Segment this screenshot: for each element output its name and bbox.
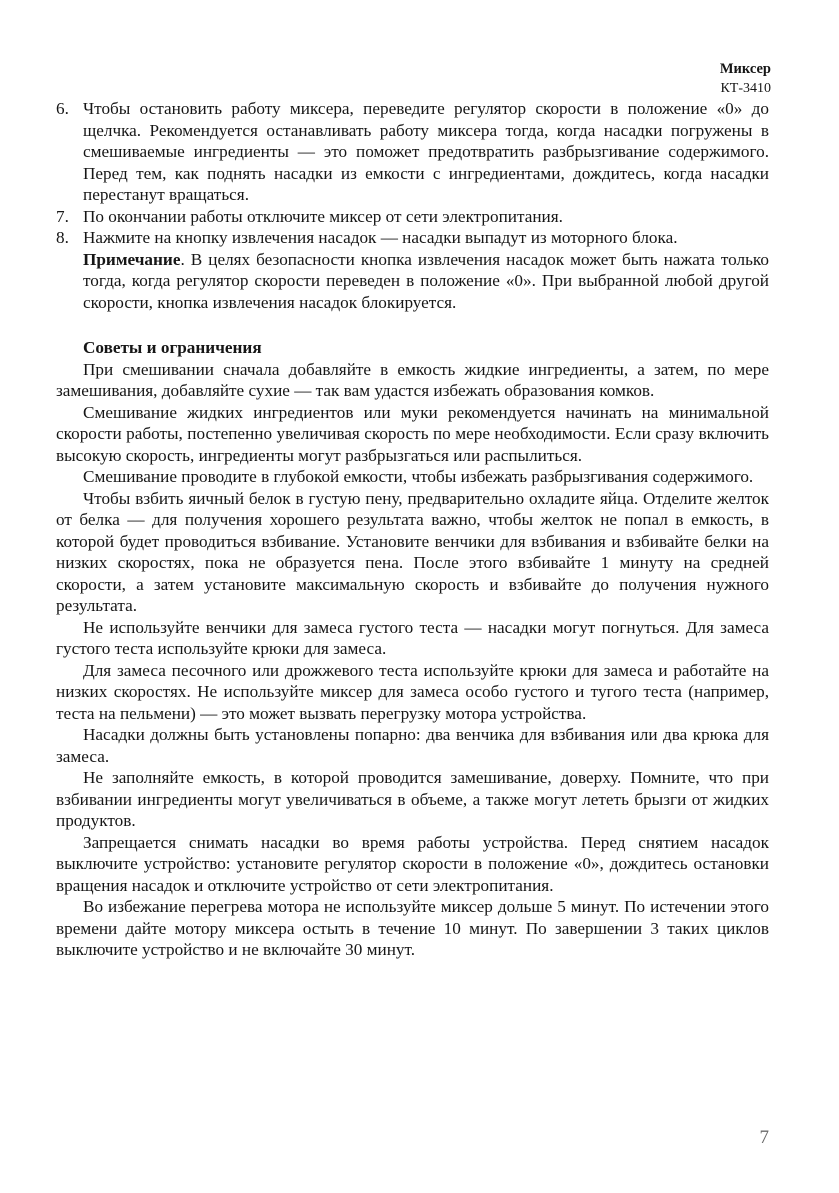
tip-paragraph: При смешивании сначала добавляйте в емкость жидкие ингредиенты, а затем, по мере замешивания, добавляйте сухие — так вам удастся избежать образования комков. xyxy=(56,359,769,400)
note-label: Примечание xyxy=(83,249,181,269)
product-model: КТ-3410 xyxy=(720,81,771,96)
tip-paragraph: Чтобы взбить яичный белок в густую пену, предварительно охладите яйца. Отделите желток от белка — для получения хорошего результата важно, чтобы желток не попал в емкость, в которой будет проводиться взбивание. Установите венчики для взбивания и взбивайте белки на низких скоростях, пока не образуется пена. После этого взбивайте 1 минуту на средней скорости, а затем установите максимальную скорость и взбивайте до получения нужного результата. xyxy=(56,488,769,615)
note-text: . В целях безопасности кнопка извлечения насадок может быть нажата только тогда, когда регулятор скорости переведен в положение «0». При выбранной любой другой скорости, кнопка извлечения насадок блокируется. xyxy=(83,249,769,312)
step-item xyxy=(56,98,769,206)
step-text: Нажмите на кнопку извлечения насадок — насадки выпадут из моторного блока. xyxy=(83,228,678,247)
step-number: 7. xyxy=(56,206,69,226)
section-title: Советы и ограничения xyxy=(83,338,262,357)
step-item xyxy=(56,227,769,249)
note-paragraph xyxy=(56,249,769,314)
tip-paragraph: Насадки должны быть установлены попарно: два венчика для взбивания или два крюка для замеса. xyxy=(56,725,769,766)
step-number: 8. xyxy=(56,228,69,247)
step-text: Чтобы остановить работу миксера, переведите регулятор скорости в положение «0» до щелчка. Рекомендуется останавливать работу миксера тогда, когда насадки погружены в смешиваемые ингредиенты — это поможет предотвратить разбрызгивание содержимого. Перед тем, как поднять насадки из емкости с ингредиентами, дождитесь, когда насадки перестанут вращаться. xyxy=(83,99,769,204)
tip-paragraph: Смешивание проводите в глубокой емкости, чтобы избежать разбрызгивания содержимого. xyxy=(83,467,754,486)
step-item xyxy=(56,206,769,228)
step-text: По окончании работы отключите миксер от сети электропитания. xyxy=(83,206,563,226)
page-number: 7 xyxy=(759,1127,769,1148)
tip-paragraph: Для замеса песочного или дрожжевого теста используйте крюки для замеса и работайте на низких скоростях. Не используйте миксер для замеса особо густого и тугого теста (например, теста на пельмени) — это может вызвать перегрузку мотора устройства. xyxy=(56,660,769,723)
tip-paragraph: Смешивание жидких ингредиентов или муки рекомендуется начинать на минимальной скорости работы, постепенно увеличивая скорость по мере необходимости. Если сразу включить высокую скорость, ингредиенты могут разбрызгаться или распылиться. xyxy=(56,402,769,465)
step-number: 6. xyxy=(56,99,69,118)
tip-paragraph: Не используйте венчики для замеса густого теста — насадки могут погнуться. Для замеса густого теста используйте крюки для замеса. xyxy=(56,617,769,658)
tip-paragraph: Запрещается снимать насадки во время работы устройства. Перед снятием насадок выключите устройство: установите регулятор скорости в положение «0», дождитесь остановки вращения насадок и отключите устройство от сети электропитания. xyxy=(56,832,769,895)
page-header xyxy=(720,59,771,99)
tip-paragraph: Во избежание перегрева мотора не используйте миксер дольше 5 минут. По истечении этого времени дайте мотору миксера остыть в течение 10 минут. По завершении 3 таких циклов выключите устройство и не включайте 30 минут. xyxy=(56,897,769,959)
tip-paragraph: Не заполняйте емкость, в которой проводится замешивание, доверху. Помните, что при взбивании ингредиенты могут увеличиваться в объеме, а также могут лететь брызги от жидких продуктов. xyxy=(56,768,769,830)
instruction-steps xyxy=(56,98,769,249)
main-content xyxy=(56,98,769,961)
product-title: Миксер xyxy=(719,61,771,77)
tips-section xyxy=(56,359,769,961)
